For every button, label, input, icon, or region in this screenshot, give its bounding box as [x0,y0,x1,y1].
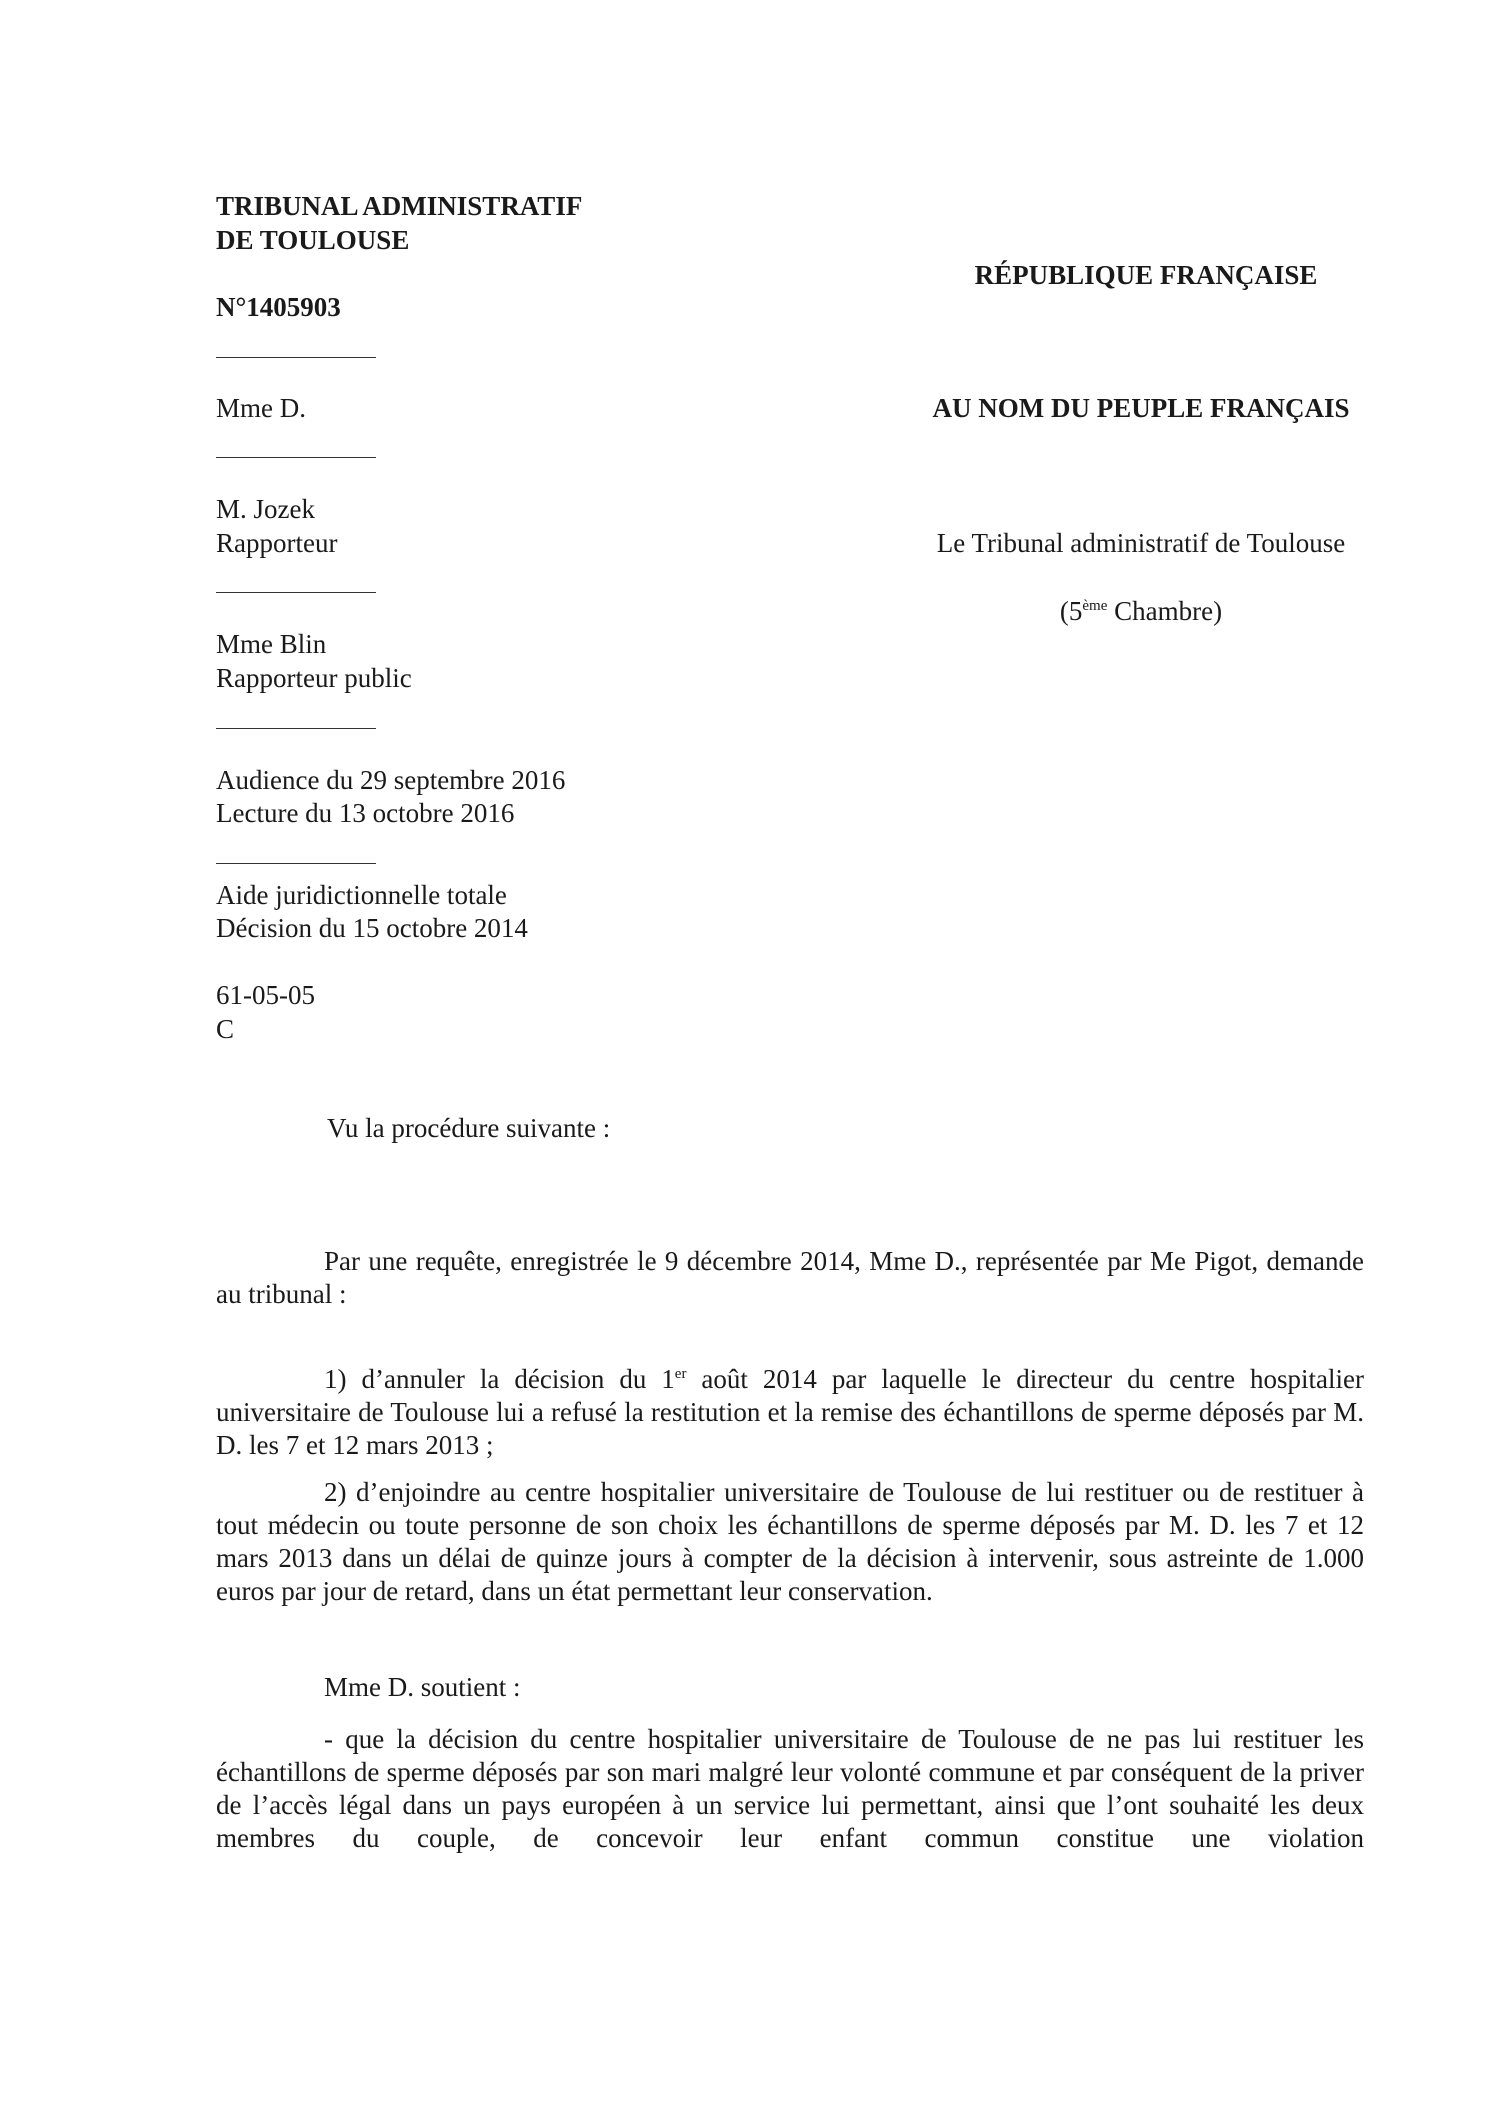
divider [216,592,376,593]
republic-title: RÉPUBLIQUE FRANÇAISE [974,260,1318,290]
party-name: Mme D. [216,393,306,423]
hearing-date: Audience du 29 septembre 2016 [216,765,566,795]
rapporteur-name: M. Jozek [216,494,315,524]
procedure-heading: Vu la procédure suivante : [327,1113,611,1143]
divider [216,357,376,358]
argument-1: - que la décision du centre hospitalier universitaire de Toulouse de ne pas lui restituer les échantillons de sperme déposés par son mari malgré leur volonté commune et par conséquent de la priver de l’accès légal dans un pays européen à un service lui permettant, ainsi que l’ont souhaité les deux membres du couple, de concevoir leur enfant commun constitue une violation [216,1724,1364,1853]
claim-2: 2) d’enjoindre au centre hospitalier universitaire de Toulouse de lui restituer ou de restituer à tout médecin ou toute personne de son choix les échantillons de sperme déposés par M. D. les 7 et 12 mars 2013 dans un délai de quinze jours à compter de la décision à intervenir, sous astreinte de 1.000 euros par jour de retard, dans un état permettant leur conservation. [216,1477,1364,1606]
claim-1-text-a: 1) d’annuler la décision du 1 [324,1364,675,1394]
legal-aid: Aide juridictionnelle totale [216,880,507,910]
court-name-line1: TRIBUNAL ADMINISTRATIF [216,191,583,221]
claim-1 [216,1363,1364,1462]
divider [216,728,376,729]
tribunal-name: Le Tribunal administratif de Toulouse [936,528,1346,558]
classification-code: 61-05-05 [216,980,315,1010]
argues-heading: Mme D. soutient : [324,1672,521,1702]
classification-letter: C [216,1014,235,1044]
in-name-of-people: AU NOM DU PEUPLE FRANÇAIS [932,393,1350,423]
claim-1-superscript: er [674,1366,687,1382]
divider [216,863,376,864]
case-number: N°1405903 [216,292,341,322]
divider [216,457,376,458]
legal-aid-decision: Décision du 15 octobre 2014 [216,913,528,943]
request-paragraph: Par une requête, enregistrée le 9 décembre 2014, Mme D., représentée par Me Pigot, demande au tribunal : [216,1246,1364,1309]
court-name-line2: DE TOULOUSE [216,225,410,255]
chamber-open: (5 [1059,596,1083,626]
public-rapporteur-name: Mme Blin [216,629,327,659]
chamber-superscript: ème [1082,598,1108,614]
chamber-close: Chambre) [1107,596,1223,626]
claim-1-text-b: août 2014 par laquelle le directeur du centre hospitalier universitaire de Toulouse lui a refusé la restitution et la remise des échantillons de sperme déposés par M. D. les 7 et 12 mars 2013 ; [216,1364,1364,1460]
rapporteur-role: Rapporteur [216,528,338,558]
public-rapporteur-role: Rapporteur public [216,663,412,693]
chamber [791,595,1491,628]
reading-date: Lecture du 13 octobre 2016 [216,798,515,828]
